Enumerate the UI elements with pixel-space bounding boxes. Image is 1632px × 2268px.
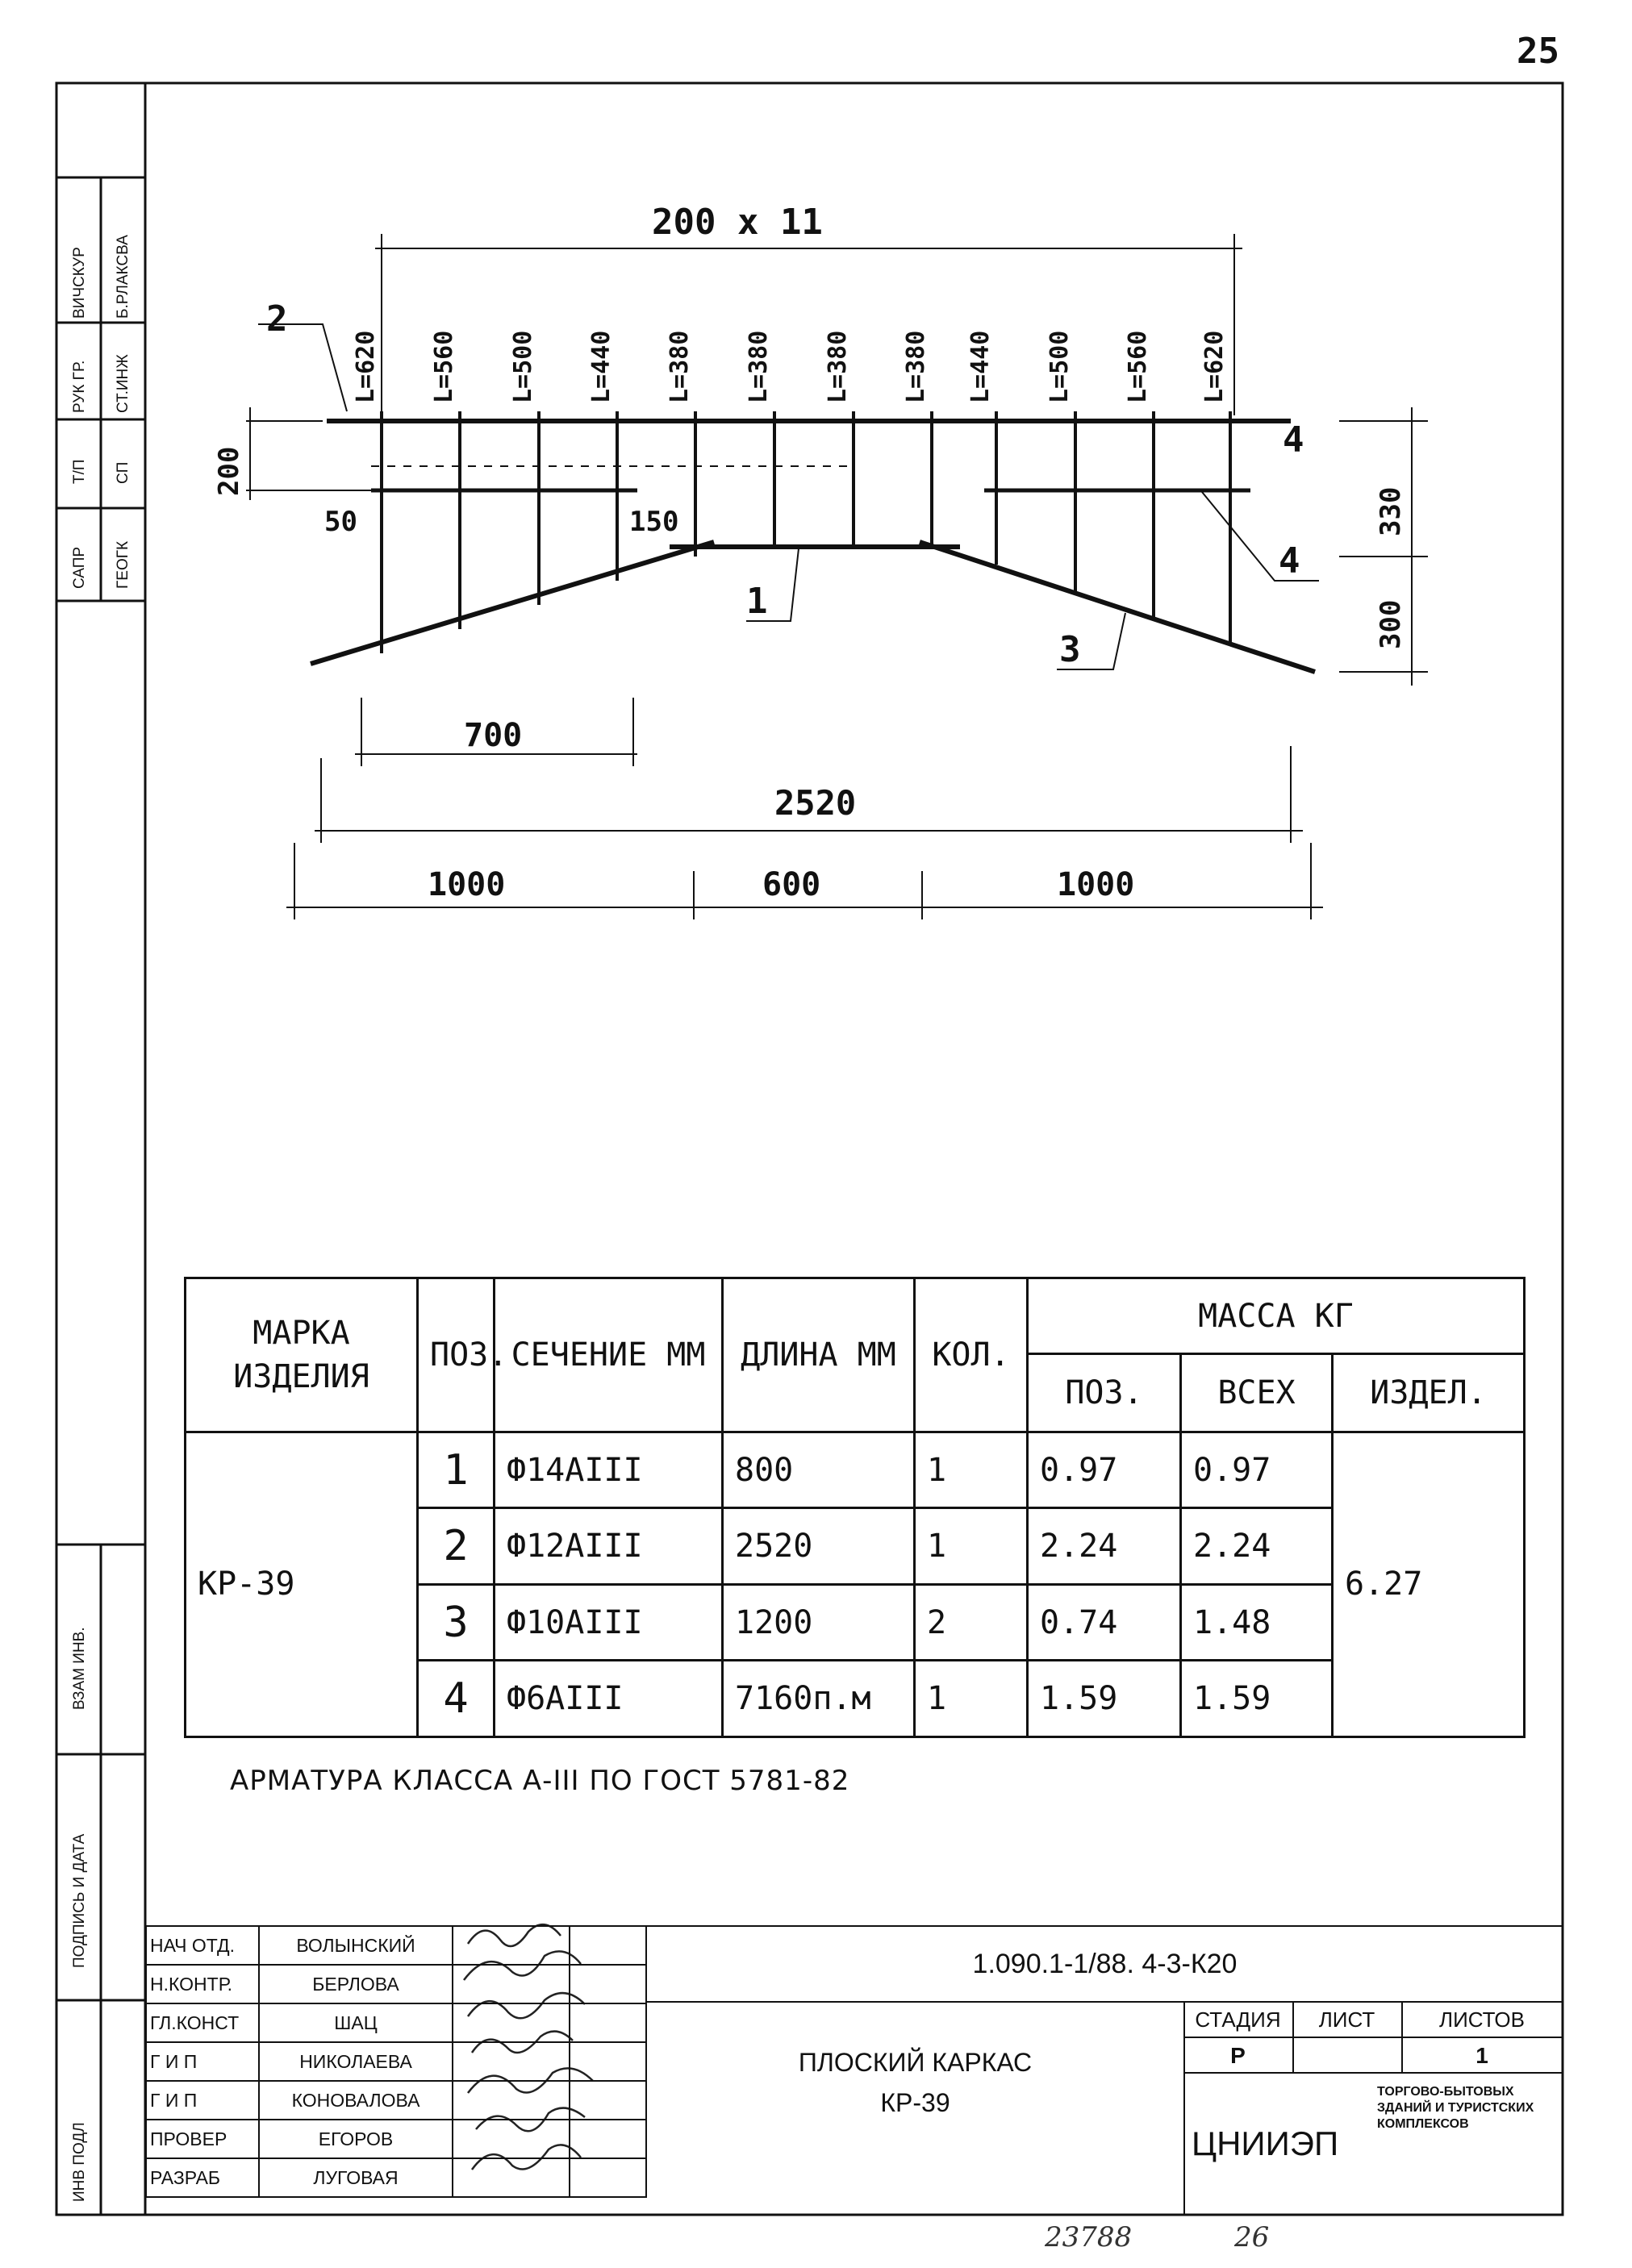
dim-200: 200 [213,446,245,496]
bar-length-label: L=620 [352,330,380,403]
header-mass-all: ВСЕХ [1181,1354,1333,1432]
title-block-main [647,1925,1563,2216]
inventory-number: 23788 [1045,2221,1133,2253]
drawing-labels [213,202,1407,903]
cell-mass-all: 1.59 [1181,1661,1333,1737]
bar-length-label: L=440 [587,330,616,403]
sig-role: РАЗРАБ [146,2158,259,2197]
bar-length-label: L=500 [1046,330,1074,403]
bar-length-label: L=440 [966,330,995,403]
sig-role: Г И П [146,2081,259,2120]
sheets-value: 1 [1475,2043,1488,2068]
header-section: СЕЧЕНИЕ ММ [495,1278,723,1432]
table-row [186,1432,1525,1507]
cell-mass-all: 2.24 [1181,1508,1333,1584]
sheet-frame [56,83,1563,2215]
bar-pos-3-left [311,542,714,664]
bar-length-label: L=380 [666,330,694,403]
dim-50: 50 [324,506,357,538]
cell-section: Ф14АIII [495,1432,723,1507]
header-mass: МАССА КГ [1028,1278,1525,1354]
stage-label: СТАДИЯ [1195,2007,1281,2032]
cell-length: 800 [723,1432,915,1507]
bar-length-label: L=620 [1200,330,1229,403]
stamp-top-4a: САПР [71,546,88,589]
bar-length-label: L=380 [902,330,930,403]
cell-pos: 2 [418,1508,495,1584]
sig-role: ПРОВЕР [146,2120,259,2158]
sig-name: КОНОВАЛОВА [259,2081,453,2120]
mark-pos-3: 3 [1059,629,1081,670]
cell-mass-pos: 0.97 [1028,1432,1181,1507]
title-line-1: ПЛОСКИЙ КАРКАС [798,2048,1033,2077]
bar-length-label: L=380 [745,330,773,403]
cell-length: 1200 [723,1584,915,1660]
cell-section: Ф12АIII [495,1508,723,1584]
sheet-label: ЛИСТ [1318,2007,1375,2032]
stamp-top-2a: РУК ГР. [71,360,88,413]
sig-name: БЕРЛОВА [259,1965,453,2003]
cell-length: 7160п.м [723,1661,915,1737]
cell-pos: 3 [418,1584,495,1660]
stamp-bottom-1: ВЗАМ ИНВ. [71,1627,88,1710]
dim-pitch: 200 x 11 [652,202,823,243]
header-qty: КОЛ. [915,1278,1028,1432]
sheets-label: ЛИСТОВ [1439,2007,1525,2032]
dim-150: 150 [629,506,679,538]
dim-2520: 2520 [774,783,857,823]
bar-length-label: L=500 [509,330,537,403]
cell-length: 2520 [723,1508,915,1584]
mark-pos-2: 2 [266,298,288,340]
cell-mass-pos: 2.24 [1028,1508,1181,1584]
bar-length-label: L=560 [1124,330,1152,403]
cell-qty: 1 [915,1432,1028,1507]
cell-mass-pos: 1.59 [1028,1661,1181,1737]
title-line-2: КР-39 [880,2088,950,2117]
title-block-signatures [145,1925,647,2198]
header-length: ДЛИНА ММ [723,1278,915,1432]
stamp-top-2b: СТ.ИНЖ [115,354,131,413]
sig-role: НАЧ ОТД. [146,1926,259,1965]
header-mark: МАРКА ИЗДЕЛИЯ [186,1278,418,1432]
cell-mass-all: 1.48 [1181,1584,1333,1660]
specification-table [184,1277,1526,1738]
dim-600: 600 [762,866,821,903]
stamp-top-3a: Т/П [71,459,88,484]
stamp-top-1b: Б.РЛАКСВА [115,235,131,319]
sig-name: ШАЦ [259,2003,453,2042]
sig-name: ЕГОРОВ [259,2120,453,2158]
cell-mass-pos: 0.74 [1028,1584,1181,1660]
dim-300: 300 [1375,599,1407,649]
header-mass-item: ИЗДЕЛ. [1333,1354,1525,1432]
stage-value: Р [1230,2043,1246,2068]
mark-pos-4b: 4 [1279,540,1300,582]
dim-330: 330 [1375,486,1407,536]
vertical-bars [382,411,1230,653]
sig-role: Г И П [146,2042,259,2081]
cell-mass-all: 0.97 [1181,1432,1333,1507]
organization-desc: ТОРГОВО-БЫТОВЫХ ЗДАНИЙ И ТУРИСТСКИХ КОМПЛЕКСОВ [1377,2085,1534,2131]
cell-qty: 1 [915,1661,1028,1737]
reinforcement-note: АРМАТУРА КЛАССА А-III ПО ГОСТ 5781-82 [230,1765,850,1797]
cell-qty: 1 [915,1508,1028,1584]
cell-total-mass: 6.27 [1333,1432,1525,1736]
cell-pos: 4 [418,1661,495,1737]
dim-700: 700 [464,717,523,754]
page-number: 25 [1517,31,1559,72]
dim-1000-right: 1000 [1057,866,1135,903]
sig-name: НИКОЛАЕВА [259,2042,453,2081]
cell-section: Ф6АIII [495,1661,723,1737]
sig-role: Н.КОНТР. [146,1965,259,2003]
sheet-index: 26 [1234,2221,1270,2253]
dim-1000-left: 1000 [428,866,506,903]
stamp-bottom-2: ПОДПИСЬ И ДАТА [71,1833,88,1968]
organization: ЦНИИЭП [1192,2124,1339,2162]
sig-role: ГЛ.КОНСТ [146,2003,259,2042]
stamp-top-4b: ГЕОГК [115,540,131,589]
header-mass-pos: ПОЗ. [1028,1354,1181,1432]
cell-pos: 1 [418,1432,495,1507]
stamp-bottom-3: ИНВ ПОДЛ [71,2122,88,2202]
mark-pos-4a: 4 [1283,419,1304,461]
cell-mark: КР-39 [186,1432,418,1736]
bar-length-label: L=380 [824,330,852,403]
cell-section: Ф10АIII [495,1584,723,1660]
header-pos: ПОЗ. [418,1278,495,1432]
cell-qty: 2 [915,1584,1028,1660]
mark-pos-1: 1 [746,581,768,622]
sig-name: ВОЛЫНСКИЙ [259,1926,453,1965]
doc-code: 1.090.1-1/88. 4-3-К20 [972,1949,1238,1979]
bar-length-label: L=560 [430,330,458,403]
stamp-top-3b: СП [115,461,131,484]
stamp-top-1a: ВИЧСКУР [71,247,88,319]
sig-name: ЛУГОВАЯ [259,2158,453,2197]
